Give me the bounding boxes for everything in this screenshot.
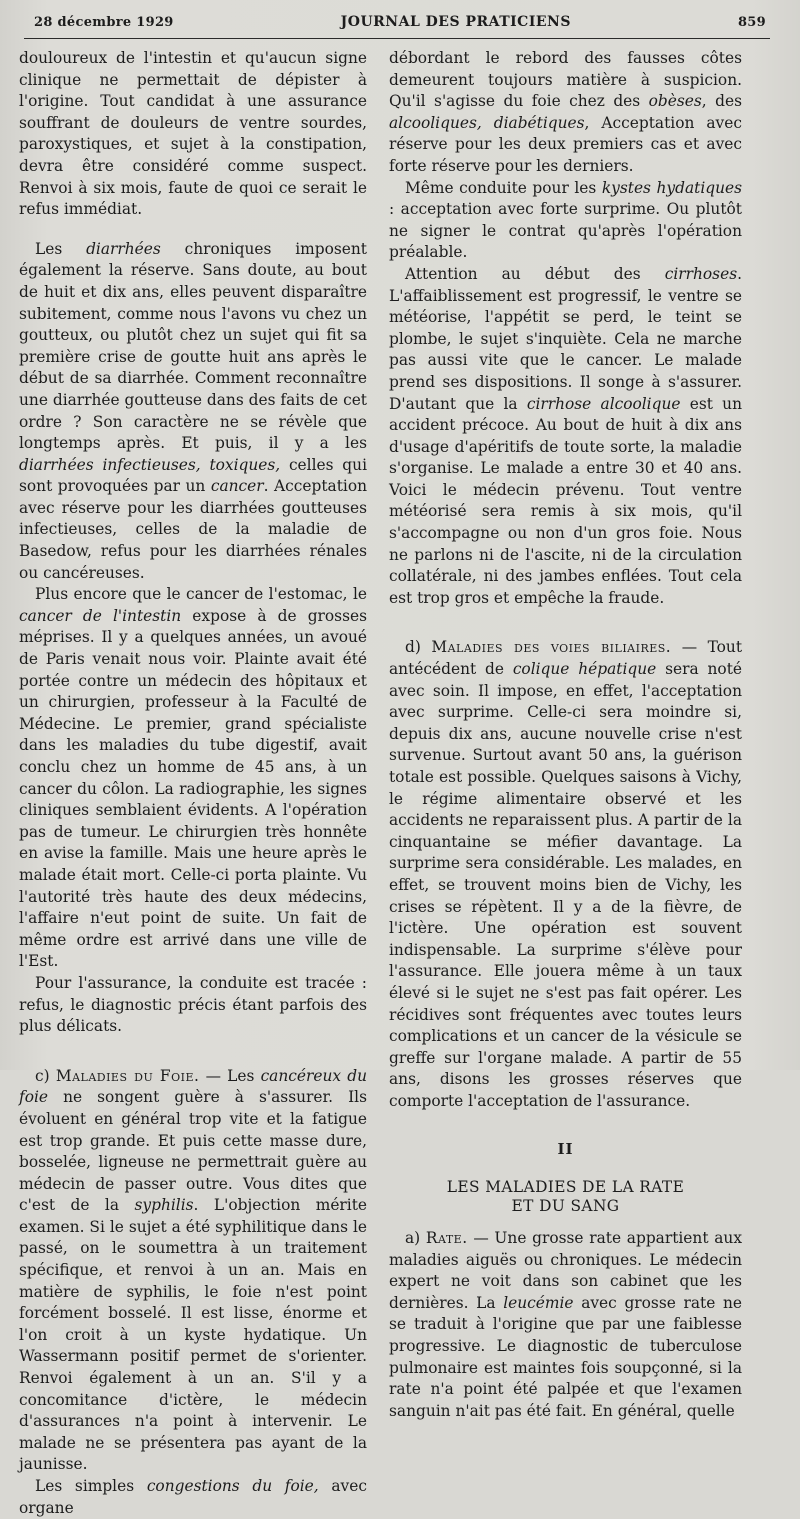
section-number: II: [557, 1139, 574, 1158]
paragraph: Pour l'assurance, la conduite est tracée : refus, le diagnostic précis étant parfois des plus délicats.: [19, 973, 367, 1036]
paragraph-section-d: d) Maladies des voies biliaires. — Tout antécédent de colique hépatique sera noté avec soin. Il impose, en effet, l'acceptation avec surprime. Celle-ci sera moindre si, depuis dix ans, aucune nouvelle crise n'est survenue. Surtout avant 50 ans, la guérison totale est possible. Quelques saisons à Vichy, le régime alimentaire observé et les accidents ne reparaissent plus. A partir de la cinquantaine se méfier davantage. La surprime sera considérable. Les malades, en effet, se trouvent moins bien de Vichy, les crises se répètent. Il y a de la fièvre, de l'ictère. Une opération est souvent indispensable. La surprime s'élève pour l'assurance. Elle jouera même à un taux élevé si le sujet ne s'est pas fait opérer. Les récidives sont fréquentes avec toutes leurs complications et un cancer de la vésicule se greffe sur l'organe malade. A partir de 55 ans, disons les grosses réserves que comporte l'acceptation de l'assurance.: [389, 638, 743, 1110]
paragraph: débordant le rebord des fausses côtes demeurent toujours matière à suspicion. Qu'il s'agisse du foie chez des obèses, des alcooliques, diabétiques, Acceptation avec réserve pour les deux premiers cas et avec forte réserve pour les derniers.: [389, 49, 742, 175]
header-page-number: 859: [737, 15, 766, 30]
paragraph: douloureux de l'intestin et qu'aucun signe clinique ne permettait de dépister à l'origine. Tout candidat à une assurance souffrant de douleurs de ventre sourdes, paroxystiques, et sujet à la constipation, devra être considéré comme suspect. Renvoi à six mois, faute de quoi ce serait le refus immédiat.: [19, 49, 367, 219]
left-column: [19, 48, 367, 1519]
paragraph: Attention au début des cirrhoses. L'affaiblissement est progressif, le ventre se météorise, l'appétit se perd, le teint se plombe, le sujet s'inquiète. Cela ne marche pas aussi vite que le cancer. Le malade prend ses dispositions. Il songe à s'assurer. D'autant que la cirrhose alcoolique est un accident précoce. Au bout de huit à dix ans d'usage d'apéritifs de toute sorte, la maladie s'organise. Le malade a entre 30 et 40 ans. Voici le médecin prévenu. Tout ventre météorisé sera remis à six mois, qu'il s'accompagne ou non d'un gros foie. Nous ne parlons ni de l'ascite, ni de la circulation collatérale, ni des jambes enflées. Tout cela est trop gros et empêche la fraude.: [389, 264, 742, 607]
header-journal-title: JOURNAL DES PRATICIENS: [340, 14, 571, 30]
paragraph-section-c: c) Maladies du Foie. — Les cancéreux du foie ne songent guère à s'assurer. Ils évoluent en général trop vite et la fatigue est trop grande. Et puis cette masse dure, bosselée, ligneuse ne permettrait guère au médecin de passer outre. Vous dites que c'est de la syphilis. L'objection mérite examen. Si le sujet a été syphilitique dans le passé, on le soumettra à un traitement spécifique, et renvoi à un an. Mais en matière de syphilis, le foie n'est point forcément bosselé. Il est lisse, énorme et l'on croit à un kyste hydatique. Un Wassermann positif permet de s'orienter. Renvoi également à un an. S'il y a concomitance d'ictère, le médecin d'assurances n'a point à intervenir. Le malade ne se présentera pas ayant de la jaunisse.: [19, 1066, 368, 1474]
header-date: 28 décembre 1929: [34, 15, 174, 30]
paragraph-section-a: a) Rate. — Une grosse rate appartient aux maladies aiguës ou chroniques. Le médecin expert ne voit dans son cabinet que les dernières. La leucémie avec grosse rate ne se traduit à l'origine que par une faiblesse progressive. Le diagnostic de tuberculose pulmonaire est maintes fois soupçonné, si la rate n'a point été palpée et que l'examen sanguin n'ait pas été fait. En général, quelle: [389, 1229, 742, 1420]
paragraph: Les simples congestions du foie, avec organe: [19, 1477, 367, 1517]
header-rule: [24, 38, 770, 39]
paragraph: Les diarrhées chroniques imposent également la réserve. Sans doute, au bout de huit et dix ans, elles peuvent disparaître subitement, comme nous l'avons vu chez un goutteux, ou plutôt chez un sujet qui fit sa première crise de goutte huit ans après le début de sa diarrhée. Comment reconnaître une diarrhée goutteuse dans des faits de cet ordre ? Son caractère ne se révèle que longtemps après. Et puis, il y a les diarrhées infectieuses, toxiques, celles qui sont provoquées par un cancer. Acceptation avec réserve pour les diarrhées goutteuses infectieuses, celles de la maladie de Basedow, refus pour les diarrhées rénales ou cancéreuses.: [19, 239, 368, 582]
paragraph: Plus encore que le cancer de l'estomac, le cancer de l'intestin expose à de grosses méprises. Il y a quelques années, un avoué de Paris venait nous voir. Plainte avait été portée contre un médecin des hôpitaux et un chirurgien, professeur à la Faculté de Médecine. Le premier, grand spécialiste dans les maladies du tube digestif, avait conclu chez un homme de 45 ans, à un cancer du côlon. La radiographie, les signes cliniques semblaient évidents. A l'opération pas de tumeur. Le chirurgien très honnête en avise la famille. Mais une heure après le malade était mort. Celle-ci porta plainte. Vu l'autorité très haute des deux médecins, l'affaire n'eut point de suite. Un fait de même ordre est arrivé dans une ville de l'Est.: [19, 585, 367, 971]
section-title: LES MALADIES DE LA RATE ET DU SANG: [446, 1178, 685, 1216]
paragraph: Même conduite pour les kystes hydatiques : acceptation avec forte surprime. Ou plutôt ne signer le contrat qu'après l'opération préalable.: [389, 178, 743, 262]
right-column: [389, 48, 742, 1422]
